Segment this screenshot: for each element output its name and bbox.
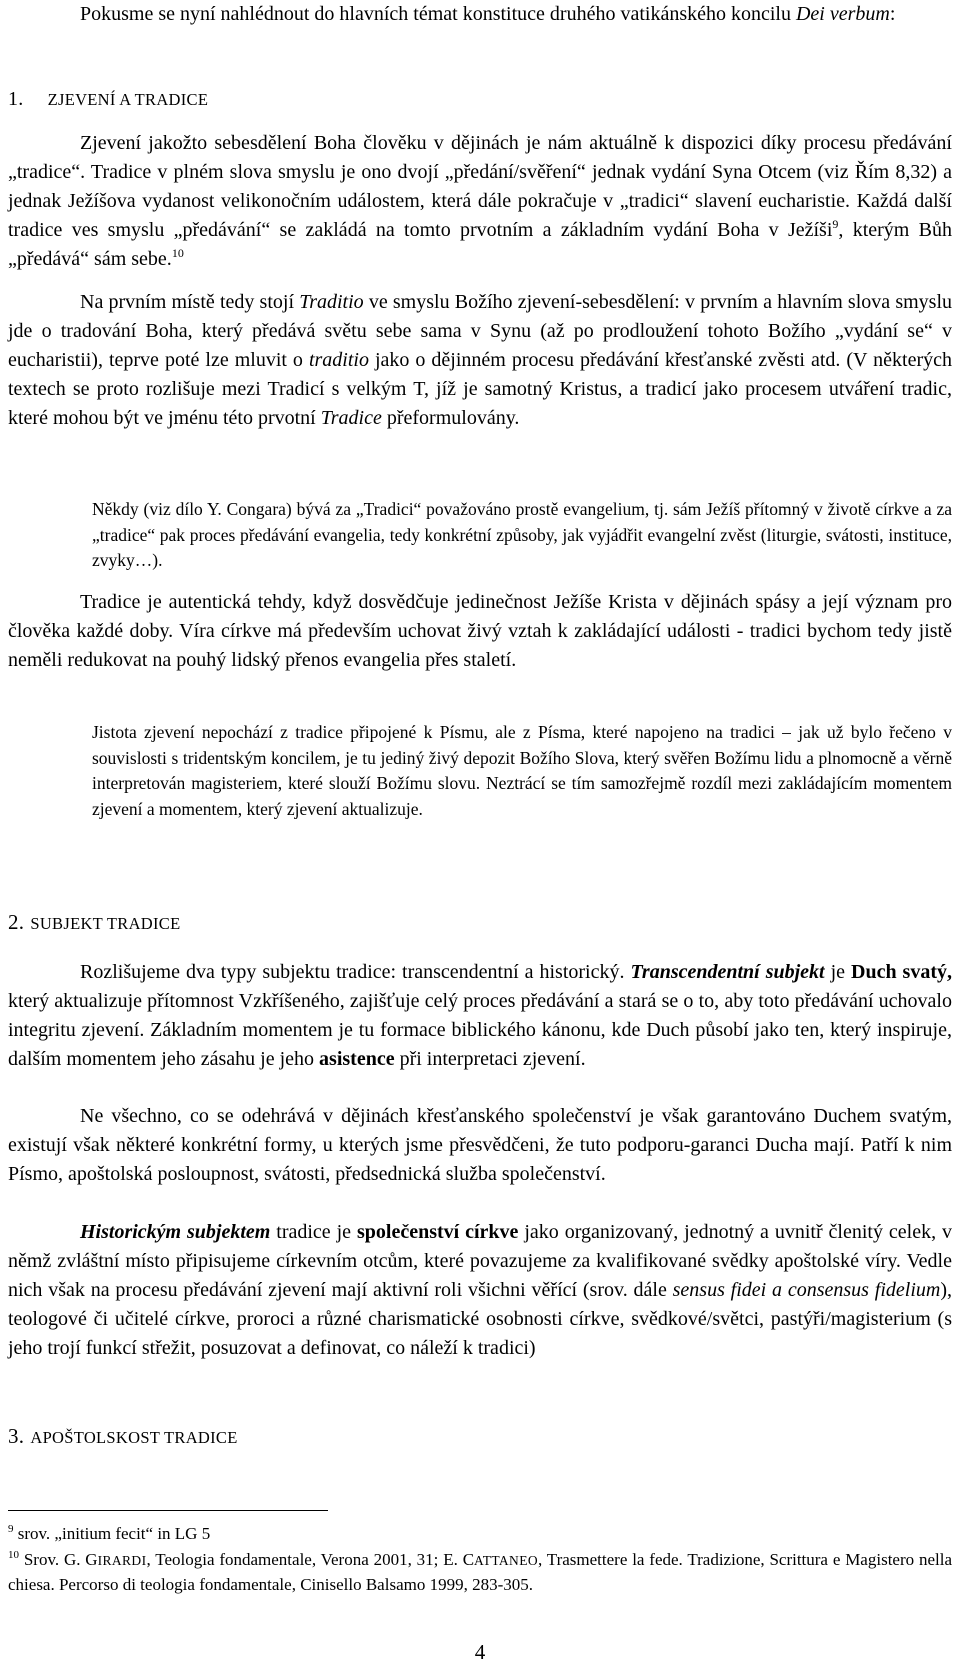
s2p3-bold-italic: Historickým subjektem [80,1221,271,1243]
section-1-note-1: Někdy (viz dílo Y. Congara) bývá za „Tradici“ považováno prostě evangelium, tj. sám Ježíš přítomný v životě církve a za „tradice“ pak proces předávání evangelia, tedy konkrétní způsoby, jak vyjádřit evangelní zvěst (liturgie, svátosti, instituce, zvyky…). [92,499,952,570]
section-2-title: SUBJEKT TRADICE [30,914,181,933]
footnote-9-text: srov. „initium fecit“ in LG 5 [17,1524,211,1543]
section-2-paragraph-1 [8,958,952,1074]
section-3-title: APOŠTOLSKOST TRADICE [30,1428,238,1447]
intro-text: Pokusme se nyní nahlédnout do hlavních témat konstituce druhého vatikánského koncilu [80,3,796,25]
section-1-paragraph-3: Tradice je autentická tehdy, když dosvědčuje jedinečnost Ježíše Krista v dějinách spásy a její význam pro člověka každé doby. Víra církve má především uchovat živý vztah k zakládající události - tradici bychom tedy jistě neměli redukovat na pouhý lidský přenos evangelia přes staletí. [8,591,952,671]
s1p2-text-b: ve smyslu Božího zjevení-sebesdělení: v prvním a hlavním slova smyslu jde o tradování Boha, který předává světu sebe sama v Synu (až po prodloužení tohoto Božího „vydání se“ v eucharistii), teprve poté lze mluvit o [8,291,952,371]
section-3-heading [8,1424,952,1450]
s1p2-italic-3: Tradice [320,407,382,429]
footnote-divider [8,1510,328,1511]
section-2-heading [8,910,952,936]
s1p2-italic-1: Traditio [299,291,364,313]
footnote-10-mark: 10 [8,1549,19,1561]
footnote-10-text-c: , Trasmettere la fede. Tradizione, Scrittura e Magistero nella chiesa. Percorso di teologia fondamentale, Cinisello Balsamo 1999, 283-305. [8,1550,952,1594]
footnote-10-smallcaps-1: IRARDI [97,1553,147,1568]
footnote-10-text-a: Srov. G. G [23,1550,98,1569]
s2p1-bold-italic: Transcendentní subjekt [630,961,825,983]
section-2-paragraph-2: Ne všechno, co se odehrává v dějinách křesťanského společenství je však garantováno Duchem svatým, existují však některé konkrétní formy, u kterých jsme přesvědčeni, že tuto podporu-garanci Ducha mají. Patří k nim Písmo, apoštolská posloupnost, svátosti, předsednická služba společenství. [8,1105,952,1185]
s2p1-text-c: který aktualizuje přítomnost Vzkříšeného, zajišťuje celý proces předávání a stará se o to, aby toto předávání uchovalo integritu zjevení. Základním momentem je tu formace biblického kánonu, kde Duch působí jako ten, který inspiruje, dalším momentem jeho zásahu je jeho [8,990,952,1070]
s2p3-bold: společenství církve [356,1221,519,1243]
footnote-10 [8,1548,952,1597]
section-2-paragraph-3 [8,1218,952,1363]
s2p1-text-b: je [824,961,851,983]
footnote-10-smallcaps-2: ATTANEO [474,1553,539,1568]
s2p3-text-c: ), teologové či učitelé církve, proroci a různé charismatické osobnosti církve, svědkové/světci, pastýři/magisterium (s jeho trojí funkcí střežit, posuzovat a definovat, co náleží k tradici) [8,1279,952,1359]
s2p3-italic: sensus fidei a consensus fidelium [672,1279,941,1301]
section-1-note-2: Jistota zjevení nepochází z tradice připojené k Písmu, ale z Písma, které napojeno na tradici – jak už bylo řečeno v souvislosti s tridentským koncilem, je tu jediný živý depozit Božího Slova, který svěřen Božímu lidu a plnomocně a věrně interpretován magisteriem, které slouží Božímu slovu. Neztrácí se tím samozřejmě rozdíl mezi zakládajícím momentem zjevení a momentem, který zjevení aktualizuje. [92,722,952,819]
footnote-9-mark: 9 [8,1523,14,1535]
intro-paragraph [8,0,952,29]
intro-title-italic: Dei verbum [795,3,890,25]
footnote-ref-10[interactable]: 10 [171,246,184,260]
s1p2-text-d: přeformulovány. [381,407,520,429]
s1p1-text-a: Zjevení jakožto sebesdělení Boha člověku v dějinách je nám aktuálně k dispozici díky procesu předávání „tradice“. Tradice v plném slova smyslu je ono dvojí „předání/svěření“ jednak vydání Syna Otcem (viz Řím 8,32) a jednak Ježíšova vydanost velikonočním událostem, která dále pokračuje v „tradici“ slavení eucharistie. Každá další tradice ves smyslu „předávání“ se zakládá na tomto prvotním a základním vydání Boha v Ježíši [8,132,952,241]
s1p2-italic-2: traditio [308,349,369,371]
page-number: 4 [474,1640,486,1664]
footnote-ref-9[interactable]: 9 [832,217,839,231]
s2p3-text-a: tradice je [270,1221,357,1243]
s2p1-text-a: Rozlišujeme dva typy subjektu tradice: transcendentní a historický. [80,961,631,983]
s2p3-text-b: jako organizovaný, jednotný a uvnitř členitý celek, v němž zvláštní místo připisujeme církevním otcům, které povazujeme za kvalifikované svědky apoštolské víry. Vedle nich však na procesu předávání zjevení mají aktivní roli všichni věřící (srov. dále [8,1221,953,1301]
section-2-number: 2. [8,910,25,934]
section-1-paragraph-2 [8,288,952,433]
s2p1-bold-2: asistence [319,1048,395,1070]
footnote-9 [8,1522,952,1546]
s1p1-text-b: , kterým Bůh „předává“ sám sebe. [8,219,952,270]
s1p2-text-a: Na prvním místě tedy stojí [80,291,300,313]
section-3-number: 3. [8,1424,25,1448]
s2p1-bold-1: Duch svatý, [851,961,952,983]
section-1-paragraph-1 [8,129,952,274]
section-1-number: 1. [8,88,24,110]
footnote-10-text-b: , Teologia fondamentale, Verona 2001, 31; E. C [146,1550,475,1569]
s2p1-text-d: při interpretaci zjevení. [394,1048,586,1070]
section-1-title: ZJEVENÍ A TRADICE [47,90,209,109]
section-1-heading [8,87,952,112]
intro-end: : [889,3,896,25]
s1p2-text-c: jako o dějinném procesu předávání křesťanské zvěsti atd. (V některých textech se proto rozlišuje mezi Tradicí s velkým T, jíž je samotný Kristus, a tradicí jako procesem utváření tradic, které mohou být ve jménu této prvotní [8,349,952,429]
